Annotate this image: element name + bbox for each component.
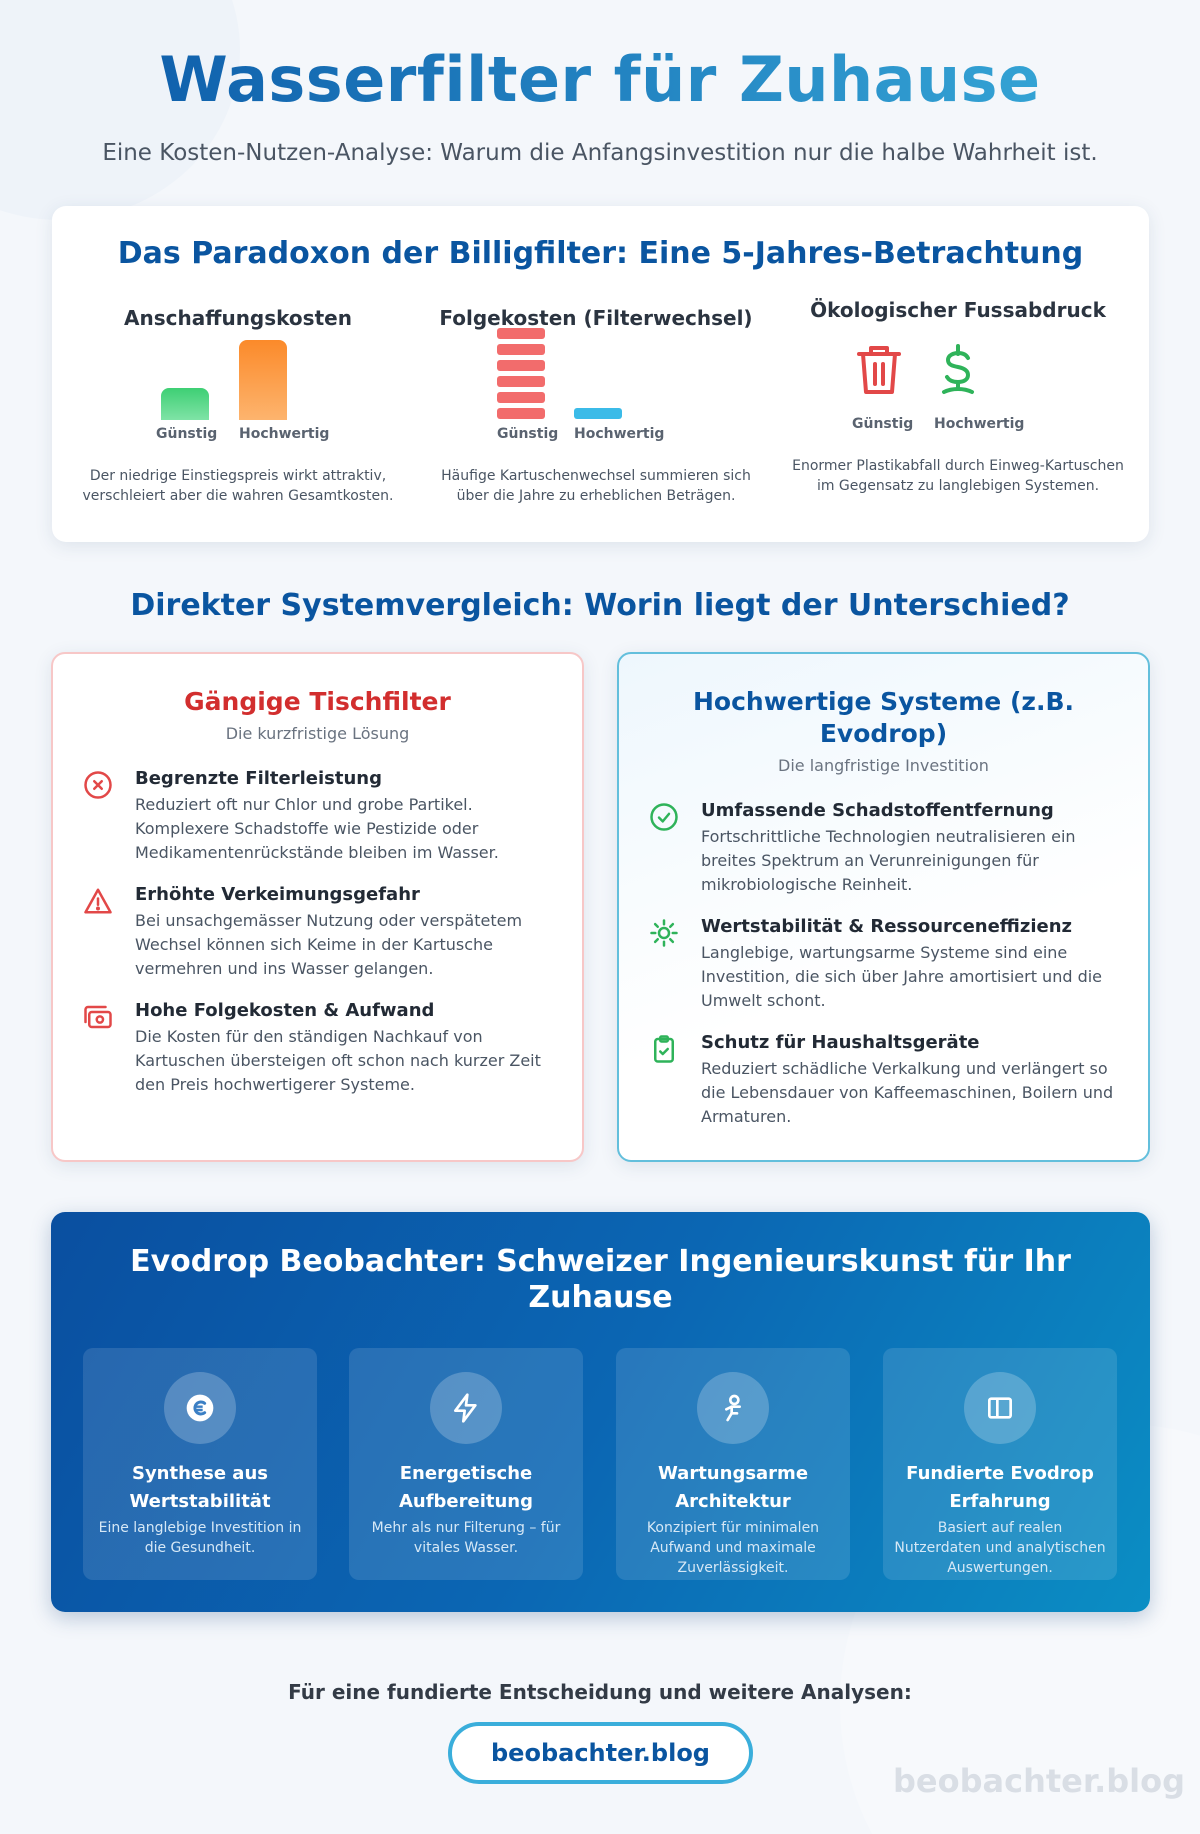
list-item: [649, 1032, 1119, 1129]
list-item: [83, 1000, 553, 1097]
book-icon: [964, 1372, 1036, 1444]
sun-icon: [649, 918, 679, 948]
column-heading: Folgekosten (Filterwechsel): [439, 306, 753, 330]
stack-segment: [497, 392, 545, 403]
card-title: Gängige Tischfilter: [184, 687, 451, 716]
evodrop-banner: [51, 1212, 1150, 1612]
watermark: beobachter.blog: [893, 1762, 1185, 1800]
bar-label-premium: Hochwertig: [239, 426, 330, 442]
euro-icon: [164, 1372, 236, 1444]
cta-text: Für eine fundierte Entscheidung und weitere Analysen:: [288, 1680, 912, 1704]
column-heading: Ökologischer Fussabdruck: [810, 298, 1106, 322]
item-text: Reduziert schädliche Verkalkung und verlängert so die Lebensdauer von Kaffeemaschinen, Boilern und Armaturen.: [701, 1059, 1114, 1126]
page-subtitle: Eine Kosten-Nutzen-Analyse: Warum die Anfangsinvestition nur die halbe Wahrheit ist.: [102, 140, 1098, 166]
column-ecological-footprint: [788, 298, 1128, 494]
paradox-title: Das Paradoxon der Billigfilter: Eine 5-Jahres-Betrachtung: [117, 236, 1084, 271]
column-acquisition-cost: [68, 306, 408, 504]
feature-card: [83, 1348, 317, 1580]
feature-text: Mehr als nur Filterung – für vitales Wasser.: [371, 1520, 561, 1556]
stack-segment: [497, 360, 545, 371]
bar-label-cheap: Günstig: [156, 426, 218, 442]
column-follow-up-cost: [426, 306, 766, 504]
bar-label-cheap: Günstig: [497, 426, 559, 442]
paradox-card: [52, 206, 1149, 542]
item-title: Umfassende Schadstoffentfernung: [701, 800, 1054, 821]
feature-title: Synthese aus Wertstabilität: [129, 1463, 271, 1512]
bar-premium: [239, 340, 287, 420]
feature-card: [616, 1348, 850, 1580]
feature-text: Konzipiert für minimalen Aufwand und maximale Zuverlässigkeit.: [646, 1520, 820, 1576]
blog-link-button[interactable]: beobachter.blog: [448, 1722, 753, 1784]
card-subtitle: Die langfristige Investition: [778, 756, 989, 775]
item-title: Begrenzte Filterleistung: [135, 768, 382, 789]
x-circle-icon: [83, 770, 113, 800]
feature-text: Basiert auf realen Nutzerdaten und analytischen Auswertungen.: [894, 1520, 1106, 1576]
bar-label-premium: Hochwertig: [574, 426, 665, 442]
card-title: Hochwertige Systeme (z.B. Evodrop): [693, 687, 1074, 748]
hero: [0, 44, 1200, 166]
item-text: Fortschrittliche Technologien neutralisieren ein breites Spektrum an Verunreinigungen für mikrobiologische Reinheit.: [701, 827, 1076, 894]
list-item: [83, 768, 553, 865]
eco-label-premium: Hochwertig: [934, 416, 1025, 432]
list-item: [649, 916, 1119, 1013]
feature-card: [883, 1348, 1117, 1580]
list-item: [83, 884, 553, 981]
page-title: Wasserfilter für Zuhause: [0, 44, 1200, 116]
bar-cheap: [161, 388, 209, 420]
feature-title: Fundierte Evodrop Erfahrung: [906, 1463, 1094, 1512]
item-text: Bei unsachgemässer Nutzung oder verspätetem Wechsel können sich Keime in der Kartusche vermehren und ins Wasser gelangen.: [135, 911, 523, 978]
money-icon: [83, 1002, 113, 1032]
list-item: [649, 800, 1119, 897]
column-description: Der niedrige Einstiegspreis wirkt attraktiv, verschleiert aber die wahren Gesamtkosten.: [82, 468, 394, 504]
comparison-title: Direkter Systemvergleich: Worin liegt der Unterschied?: [130, 588, 1070, 623]
column-heading: Anschaffungskosten: [124, 306, 352, 330]
item-title: Wertstabilität & Ressourceneffizienz: [701, 916, 1073, 937]
stack-segment-premium: [574, 408, 622, 419]
stack-segment: [497, 344, 545, 355]
stack-segment: [497, 376, 545, 387]
feature-title: Wartungsarme Architektur: [657, 1463, 809, 1512]
sprout-icon: [934, 342, 982, 400]
item-text: Reduziert oft nur Chlor und grobe Partikel. Komplexere Schadstoffe wie Pestizide oder Medikamentenrückstände bleiben im Wasser.: [135, 795, 499, 862]
item-title: Schutz für Haushaltsgeräte: [701, 1032, 980, 1053]
card-subtitle: Die kurzfristige Lösung: [225, 724, 410, 743]
item-title: Erhöhte Verkeimungsgefahr: [135, 884, 420, 905]
clipboard-check-icon: [649, 1034, 679, 1064]
evodrop-title: Evodrop Beobachter: Schweizer Ingenieurskunst für Ihr Zuhause: [130, 1244, 1071, 1315]
comparison-card-table-filters: [51, 652, 584, 1162]
feature-card: [349, 1348, 583, 1580]
comparison-card-premium-systems: [617, 652, 1150, 1162]
item-text: Die Kosten für den ständigen Nachkauf von Kartuschen übersteigen oft schon nach kurzer Zeit den Preis hochwertigerer Systeme.: [135, 1027, 541, 1094]
warning-icon: [83, 886, 113, 916]
feature-text: Eine langlebige Investition in die Gesundheit.: [98, 1520, 302, 1556]
item-title: Hohe Folgekosten & Aufwand: [135, 1000, 435, 1021]
person-icon: [697, 1372, 769, 1444]
eco-label-cheap: Günstig: [852, 416, 914, 432]
feature-title: Energetische Aufbereitung: [398, 1463, 534, 1512]
column-description: Enormer Plastikabfall durch Einweg-Kartuschen im Gegensatz zu langlebigen Systemen.: [792, 458, 1124, 494]
stack-segment: [497, 408, 545, 419]
trash-icon: [855, 342, 903, 400]
check-circle-icon: [649, 802, 679, 832]
bolt-icon: [430, 1372, 502, 1444]
column-description: Häufige Kartuschenwechsel summieren sich über die Jahre zu erheblichen Beträgen.: [441, 468, 751, 504]
item-text: Langlebige, wartungsarme Systeme sind eine Investition, die sich über Jahre amortisiert und die Umwelt schont.: [701, 943, 1103, 1010]
